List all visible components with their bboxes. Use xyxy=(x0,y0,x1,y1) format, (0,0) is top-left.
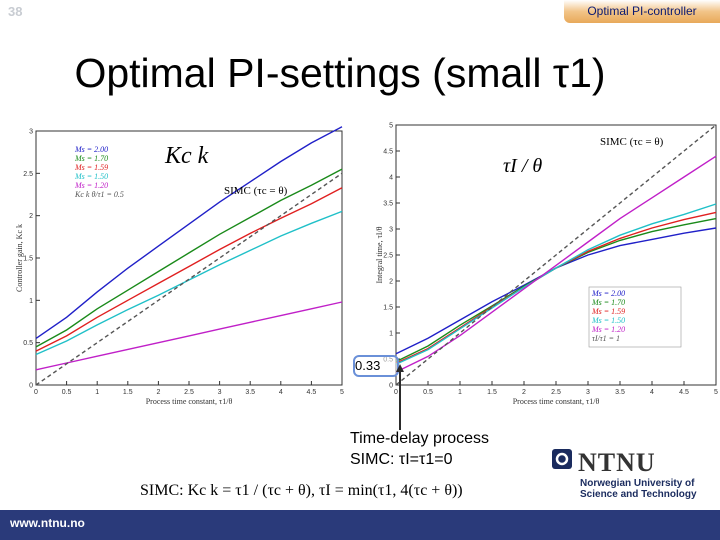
legend-item: Ms = 1.20 xyxy=(75,181,109,190)
footer-url[interactable]: www.ntnu.no xyxy=(10,516,85,530)
x-tick-label: 5 xyxy=(714,389,718,396)
annotation-text xyxy=(350,428,489,470)
arrow-up-icon xyxy=(395,364,407,434)
y-tick-label: 3.5 xyxy=(383,200,393,208)
chart-title: τI / θ xyxy=(503,155,543,177)
ntnu-subtitle-line-2: Science and Technology xyxy=(580,489,697,500)
x-tick-label: 0 xyxy=(34,389,38,396)
y-tick-label: 2.5 xyxy=(383,252,393,260)
y-tick-label: 4.5 xyxy=(383,148,393,156)
x-axis-label: Process time constant, τ1/θ xyxy=(145,397,233,406)
y-tick-label: 2 xyxy=(29,213,33,221)
simc-curve-label: SIMC (τc = θ) xyxy=(224,185,288,197)
annotation-value: 0.33 xyxy=(355,358,381,373)
x-tick-label: 1 xyxy=(458,389,462,396)
x-tick-label: 3.5 xyxy=(615,389,625,396)
x-tick-label: 4 xyxy=(650,389,654,396)
annotation-line-2: SIMC: τI=τ1=0 xyxy=(350,451,453,468)
ntnu-subtitle-line-1: Norwegian University of xyxy=(580,478,695,489)
y-tick-label: 1.5 xyxy=(23,255,33,263)
x-tick-label: 4.5 xyxy=(306,389,317,396)
y-tick-label: 0 xyxy=(29,382,33,390)
legend-item: Ms = 2.00 xyxy=(592,289,626,298)
ntnu-subtitle xyxy=(580,478,697,500)
y-tick-label: 1 xyxy=(29,297,33,305)
x-tick-label: 2 xyxy=(156,389,161,396)
legend-item: Kc k θ/τ1 = 0.5 xyxy=(75,190,124,199)
x-tick-label: 2.5 xyxy=(551,389,561,396)
x-tick-label: 0.5 xyxy=(423,389,433,396)
x-tick-label: 1.5 xyxy=(122,389,133,396)
x-tick-label: 4 xyxy=(278,389,283,396)
header-tag-label: Optimal PI-controller xyxy=(587,4,697,18)
y-tick-label: 4 xyxy=(389,174,393,182)
x-tick-label: 4.5 xyxy=(679,389,689,396)
slide-number: 38 xyxy=(8,4,23,19)
y-tick-label: 5 xyxy=(389,122,393,130)
legend-item: Ms = 2.00 xyxy=(75,145,109,154)
y-tick-label: 3 xyxy=(389,226,393,234)
ntnu-wordmark: NTNU xyxy=(578,448,656,477)
x-tick-label: 2.5 xyxy=(184,389,194,396)
x-tick-label: 3 xyxy=(586,389,590,396)
x-axis-label: Process time constant, τ1/θ xyxy=(512,397,600,406)
y-tick-label: 0.5 xyxy=(23,340,33,348)
x-tick-label: 3 xyxy=(217,389,222,396)
annotation-line-1: Time-delay process xyxy=(350,430,490,447)
x-tick-label: 2 xyxy=(522,389,526,396)
x-tick-label: 5 xyxy=(340,389,344,396)
legend-item: Ms = 1.59 xyxy=(592,307,626,316)
y-axis-label: Controller gain, Kc k xyxy=(15,224,24,292)
ntnu-logo-icon xyxy=(552,449,574,471)
x-tick-label: 3.5 xyxy=(245,389,256,396)
simc-curve-label: SIMC (τc = θ) xyxy=(600,136,664,148)
slide-title: Optimal PI-settings (small τ1) xyxy=(74,50,606,96)
legend-item: Ms = 1.20 xyxy=(592,325,626,334)
simc-formula: SIMC: Kc k = τ1 / (τc + θ), τI = min(τ1, 4(τc + θ)) xyxy=(140,482,463,499)
x-tick-label: 0.5 xyxy=(61,389,72,396)
y-tick-label: 2 xyxy=(389,278,393,286)
footer-bar xyxy=(0,510,720,540)
legend-item: Ms = 1.59 xyxy=(75,163,109,172)
y-tick-label: 0 xyxy=(389,382,393,390)
y-tick-label: 1.5 xyxy=(383,304,393,312)
legend-item: Ms = 1.50 xyxy=(592,316,626,325)
legend-item: Ms = 1.70 xyxy=(75,154,109,163)
x-tick-label: 1.5 xyxy=(487,389,497,396)
y-tick-label: 2.5 xyxy=(23,170,33,178)
x-tick-label: 1 xyxy=(95,389,100,396)
legend-item: Ms = 1.70 xyxy=(592,298,626,307)
y-tick-label: 1 xyxy=(389,330,393,338)
y-tick-label: 3 xyxy=(29,128,33,136)
chart-title: Kc k xyxy=(165,143,209,169)
legend-item: τI/τ1 = 1 xyxy=(592,334,621,343)
x-tick-label: 0 xyxy=(394,389,398,396)
y-axis-label: Integral time, τI/θ xyxy=(375,226,384,284)
legend-item: Ms = 1.50 xyxy=(75,172,109,181)
